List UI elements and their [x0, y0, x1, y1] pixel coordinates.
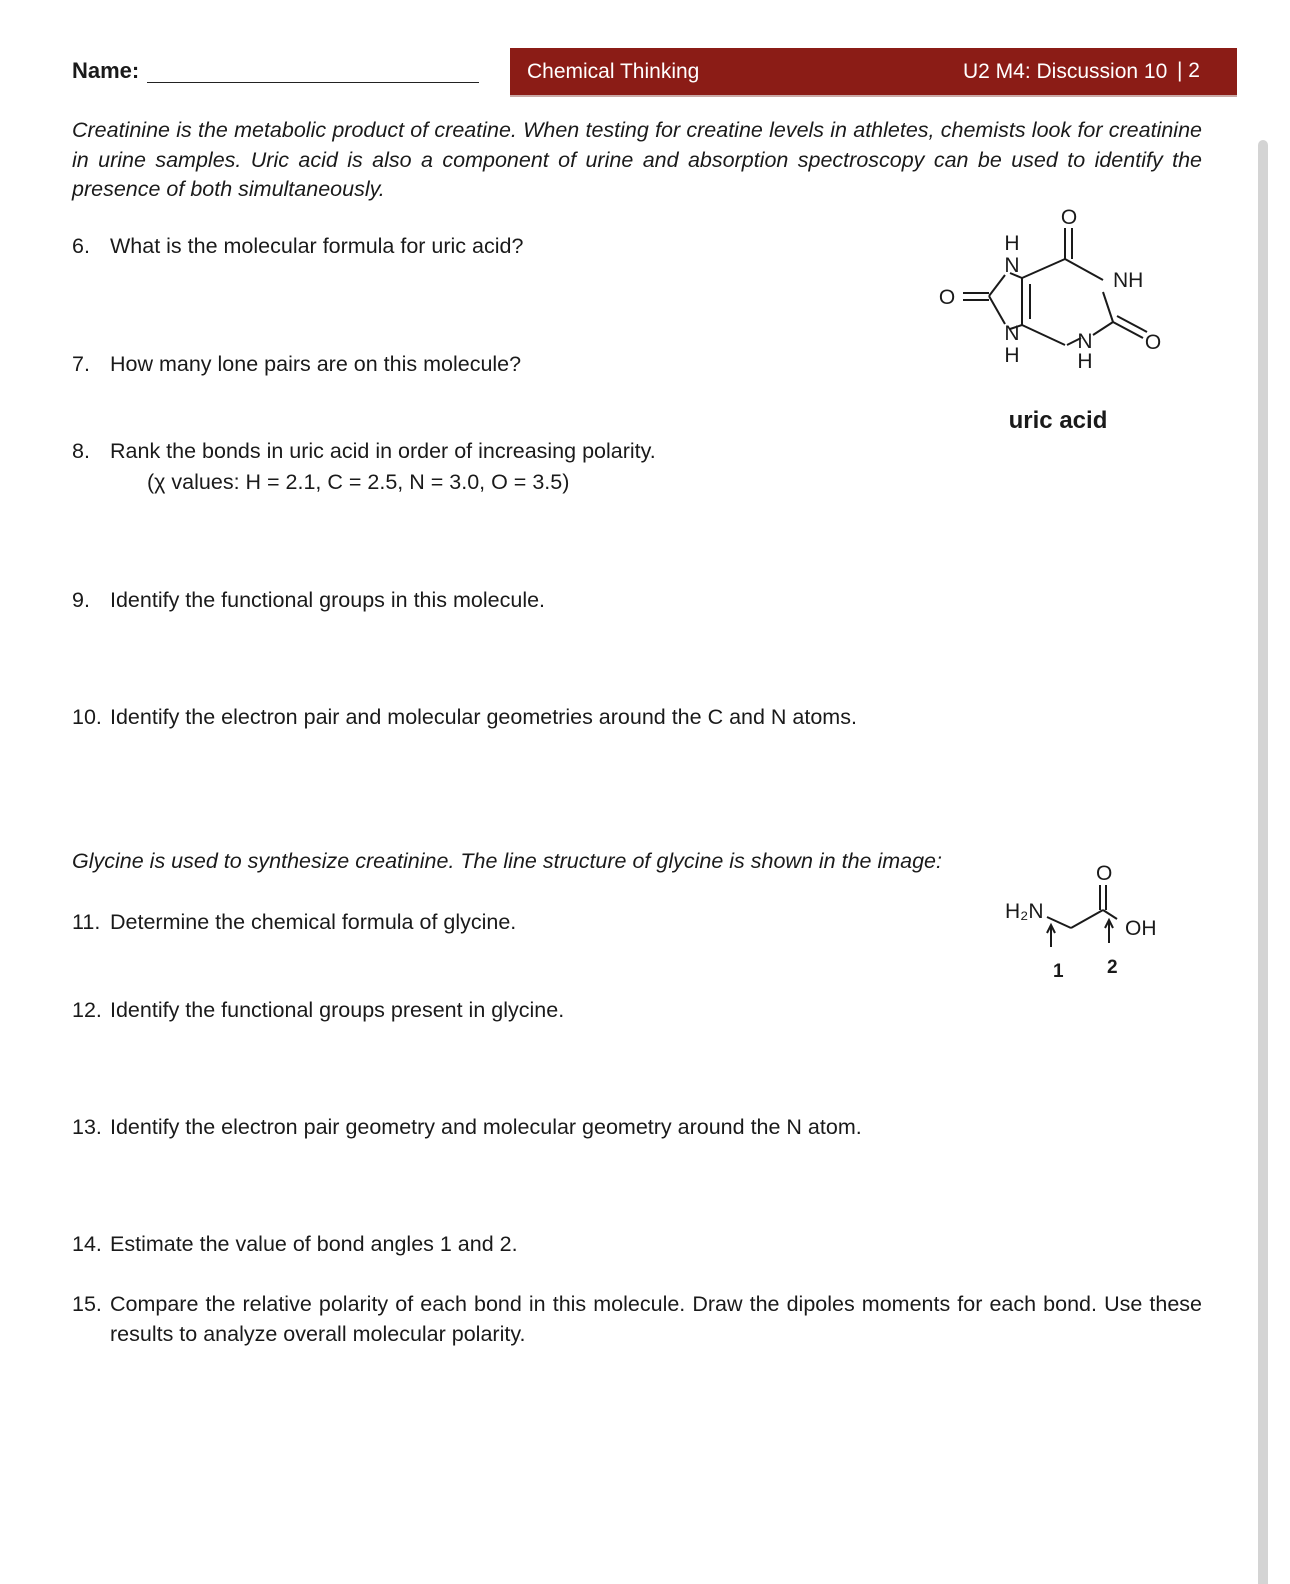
glycine-hydroxyl: OH	[1125, 917, 1157, 940]
question-12	[72, 996, 564, 1026]
question-text: Identify the functional groups in this molecule.	[110, 588, 546, 612]
question-6	[72, 232, 523, 262]
question-text: Identify the electron pair geometry and molecular geometry around the N atom.	[110, 1115, 862, 1139]
course-title: Chemical Thinking	[527, 60, 700, 83]
uric-n-bottom: N	[1004, 322, 1020, 345]
question-text: Identify the functional groups present in glycine.	[110, 998, 565, 1022]
question-text: Estimate the value of bond angles 1 and 2.	[110, 1232, 518, 1256]
question-number: 11.	[72, 910, 101, 934]
bond-angle-2-label: 2	[1107, 957, 1118, 978]
module-title: U2 M4: Discussion 10	[963, 60, 1168, 83]
question-text: Rank the bonds in uric acid in order of increasing polarity.	[110, 439, 656, 463]
question-text: How many lone pairs are on this molecule?	[110, 352, 522, 376]
question-number: 15.	[72, 1292, 102, 1316]
electronegativity-values: (χ values: H = 2.1, C = 2.5, N = 3.0, O = 3.5)	[147, 470, 570, 494]
question-number: 10.	[72, 705, 102, 729]
glycine-structure	[995, 855, 1185, 985]
glycine-intro: Glycine is used to synthesize creatinine. The line structure of glycine is shown in the image:	[72, 849, 942, 873]
question-8	[72, 437, 656, 467]
question-number: 12.	[72, 998, 102, 1022]
question-text: Identify the electron pair and molecular geometries around the C and N atoms.	[110, 705, 857, 729]
header-banner	[510, 48, 1237, 95]
uric-oxygen-right: O	[1144, 331, 1162, 354]
question-15	[72, 1290, 1202, 1349]
page-number: | 2	[1177, 59, 1200, 82]
name-blank-line	[147, 82, 479, 83]
question-number: 9.	[72, 588, 90, 612]
uric-oxygen-top: O	[1060, 206, 1078, 229]
uric-acid-caption: uric acid	[1008, 407, 1108, 434]
uric-h-top: H	[1004, 232, 1020, 255]
question-14	[72, 1230, 518, 1260]
question-text: What is the molecular formula for uric acid?	[110, 234, 524, 258]
question-number: 14.	[72, 1232, 102, 1256]
question-13	[72, 1113, 862, 1143]
question-9	[72, 586, 545, 616]
question-text: Compare the relative polarity of each bond in this molecule. Draw the dipoles moments for each bond. Use these results to analyze overall molecular polarity.	[110, 1292, 1202, 1346]
question-number: 6.	[72, 234, 90, 258]
uric-h-bottom: H	[1004, 344, 1020, 367]
uric-h-bottom-right: H	[1077, 350, 1093, 373]
glycine-oxygen: O	[1096, 862, 1113, 885]
bond-angle-1-label: 1	[1053, 961, 1064, 982]
question-number: 7.	[72, 352, 90, 376]
glycine-amine: H₂N	[1005, 900, 1044, 923]
question-10	[72, 703, 857, 733]
uric-nh-right: NH	[1113, 269, 1144, 292]
question-number: 8.	[72, 439, 90, 463]
uric-acid-structure	[925, 200, 1185, 440]
question-11	[72, 908, 516, 938]
scrollbar[interactable]	[1258, 140, 1268, 1584]
question-7	[72, 350, 521, 380]
uric-n-bottom-right: N	[1077, 330, 1093, 353]
name-label: Name:	[72, 58, 140, 83]
question-number: 13.	[72, 1115, 102, 1139]
uric-oxygen-left: O	[938, 286, 956, 309]
uric-n-top: N	[1004, 254, 1020, 277]
question-text: Determine the chemical formula of glycine.	[110, 910, 517, 934]
intro-paragraph: Creatinine is the metabolic product of creatine. When testing for creatine levels in athletes, chemists look for creatinine in urine samples. Uric acid is also a component of urine and absorption spectroscopy can be used to identify the presence of both simultaneously.	[72, 118, 1202, 201]
